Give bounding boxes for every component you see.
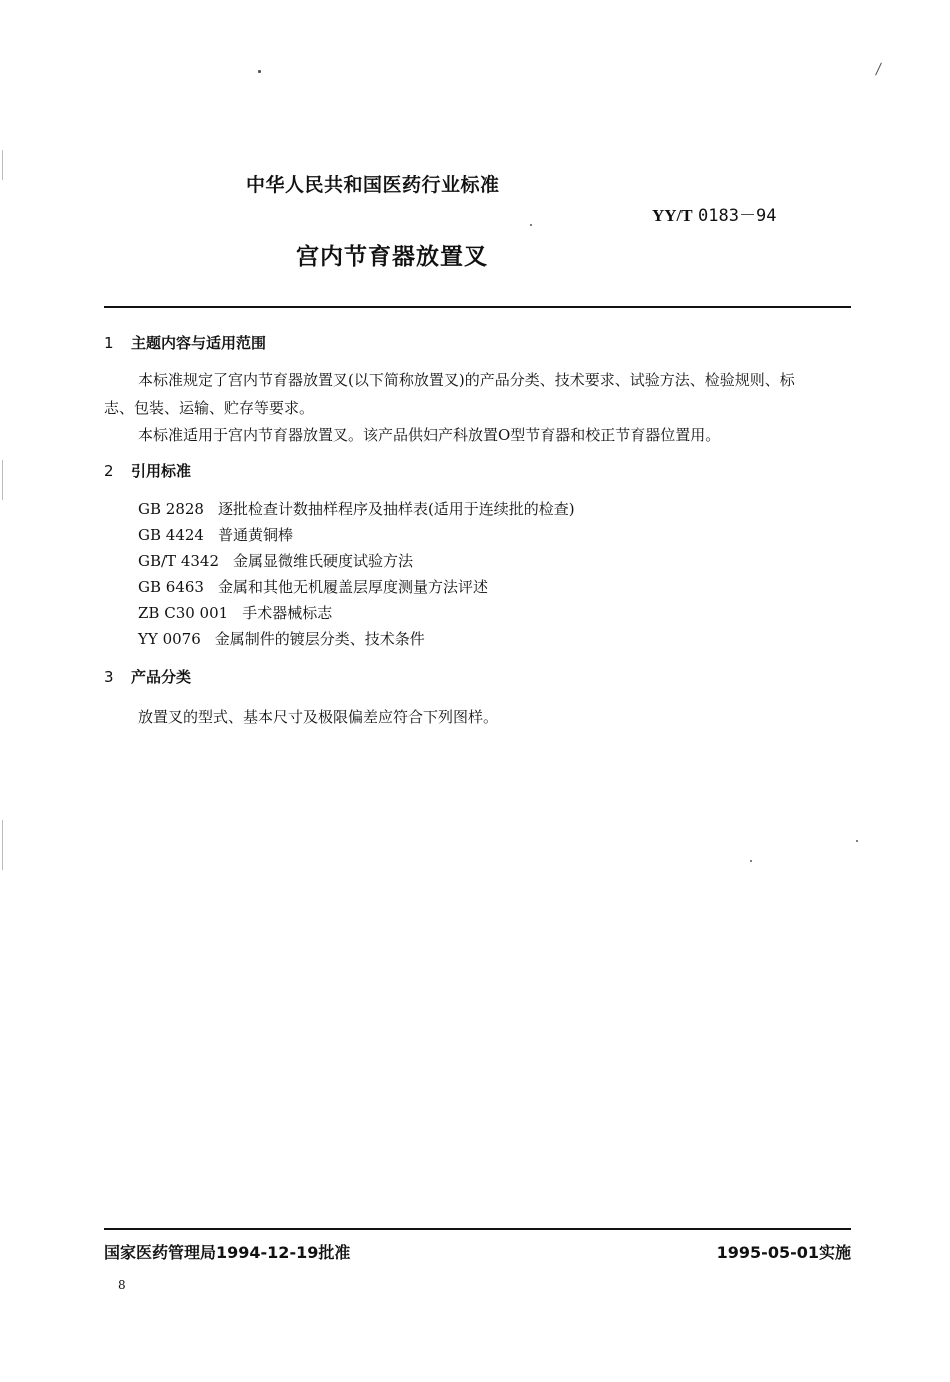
reference-title: 普通黄铜棒 (217, 526, 293, 544)
section-title: 引用标准 (131, 462, 192, 480)
reference-title: 金属显微维氏硬度试验方法 (233, 552, 414, 570)
reference-code: GB 2828 (138, 500, 204, 518)
section-title: 主题内容与适用范围 (131, 334, 267, 352)
scan-speck (258, 70, 261, 73)
reference-code: ZB C30 001 (138, 604, 229, 622)
reference-code: GB/T 4342 (138, 552, 220, 570)
paragraph: 本标准规定了宫内节育器放置叉(以下简称放置叉)的产品分类、技术要求、试验方法、检验规则、标 (138, 371, 795, 389)
reference-title: 手术器械标志 (242, 604, 333, 622)
scan-speck (856, 840, 858, 842)
standard-code (652, 201, 776, 226)
reference-title: 金属制件的镀层分类、技术条件 (214, 630, 425, 648)
standard-code-prefix: YY/T (652, 206, 693, 225)
reference-item (138, 628, 425, 649)
approval-note: 国家医药管理局1994-12-19批准 (104, 1243, 351, 1262)
scan-speck (530, 224, 532, 226)
implementation-date: 1995-05-01实施 (716, 1243, 851, 1262)
page-number: 8 (118, 1278, 126, 1292)
section-number: 1 (104, 334, 114, 352)
section-number: 2 (104, 462, 114, 480)
reference-title: 金属和其他无机履盖层厚度测量方法评述 (217, 578, 488, 596)
section-title: 产品分类 (131, 668, 192, 686)
section-heading-3 (104, 666, 191, 687)
scan-edge-mark (2, 150, 3, 180)
paragraph: 志、包装、运输、贮存等要求。 (104, 399, 315, 417)
reference-item (138, 602, 332, 623)
reference-code: YY 0076 (138, 630, 201, 648)
paragraph: 本标准适用于宫内节育器放置叉。该产品供妇产科放置O型节育器和校正节育器位置用。 (138, 426, 721, 444)
reference-item (138, 576, 488, 597)
reference-title: 逐批检查计数抽样程序及抽样表(适用于连续批的检查) (217, 500, 575, 518)
section-heading-1 (104, 332, 266, 353)
reference-code: GB 4424 (138, 526, 204, 544)
scan-edge-mark (2, 820, 3, 870)
scan-speck (875, 62, 882, 75)
reference-item (138, 550, 413, 571)
reference-item (138, 498, 575, 519)
reference-code: GB 6463 (138, 578, 204, 596)
scan-speck (750, 860, 752, 862)
section-number: 3 (104, 668, 114, 686)
paragraph: 放置叉的型式、基本尺寸及极限偏差应符合下列图样。 (138, 708, 499, 726)
document-title: 宫内节育器放置叉 (296, 244, 488, 270)
footer-divider (104, 1228, 851, 1230)
scan-edge-mark (2, 460, 3, 500)
section-heading-2 (104, 460, 191, 481)
reference-item (138, 524, 293, 545)
issuing-organization: 中华人民共和国医药行业标准 (246, 174, 500, 196)
standard-code-number: 0183－94 (698, 206, 777, 226)
header-divider (104, 306, 851, 308)
